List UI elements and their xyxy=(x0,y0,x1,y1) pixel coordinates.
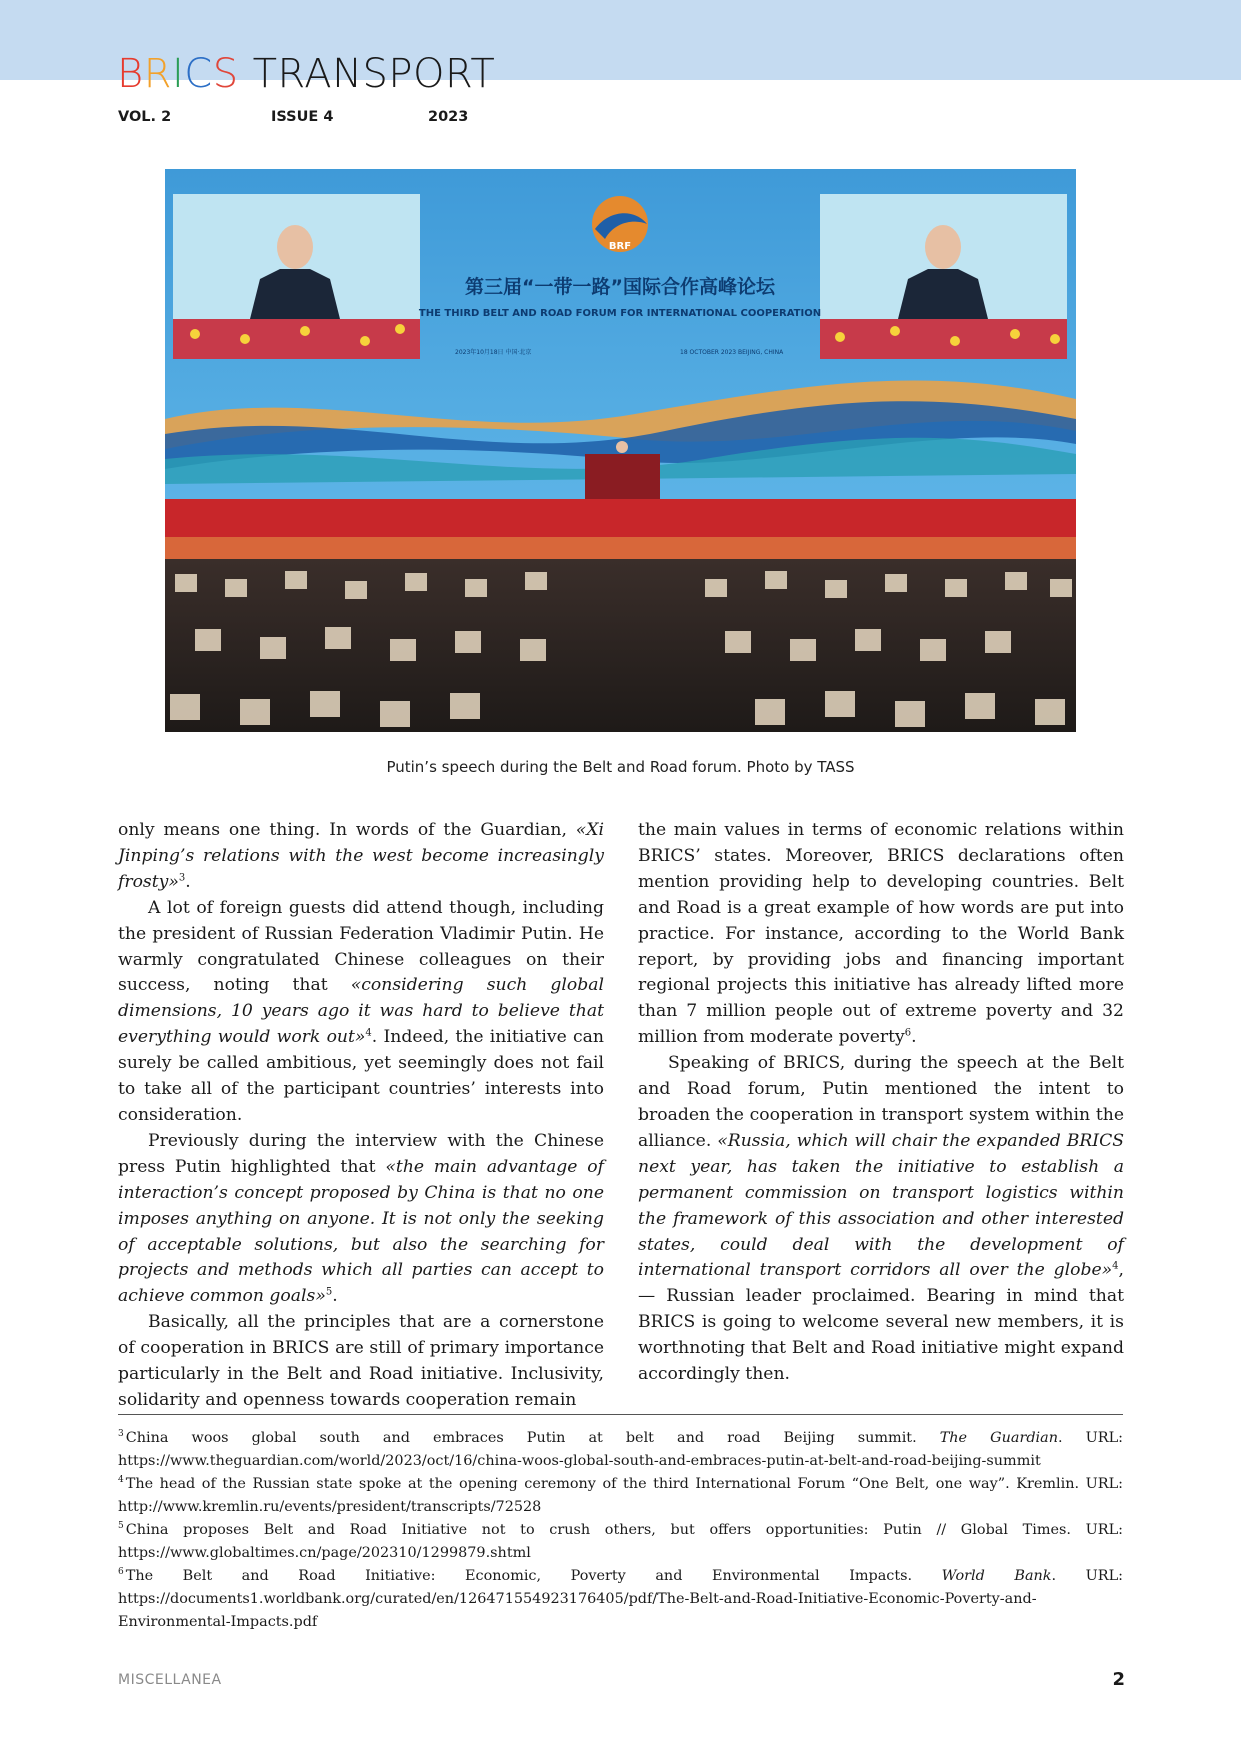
footnote: $^3$ China woos global south and embraces Putin at belt and road Beijing summit. The Guardian. URL: https://www.theguardian.com/world/2023/oct/16/china-woos-global-south-and-embraces-putin-at-belt-and-road-beijing-summit xyxy=(118,1429,1123,1469)
brand-letter-b: B xyxy=(117,51,144,97)
section-label: MISCELLANEA xyxy=(118,1672,222,1688)
footnote-number: 6 xyxy=(118,1567,124,1578)
screen-title-chinese: 第三届“一带一路”国际合作高峰论坛 xyxy=(465,276,775,298)
brand-word-transport: TRANSPORT xyxy=(252,51,496,97)
brics-transport-logo xyxy=(117,52,495,96)
footnote-ref: 5 xyxy=(325,1286,333,1298)
footnote-ref: 3 xyxy=(178,872,186,884)
left-column xyxy=(118,818,604,1414)
footnote-ref: 6 xyxy=(904,1027,912,1039)
footnote: $^6$ The Belt and Road Initiative: Economic, Poverty and Environmental Impacts. World Bank. URL: https://documents1.worldbank.org/curated/en/126471554923176405/pdf/The-Belt-and-Road-Initiative-Economic-Poverty-and-Environmental-Impacts.pdf xyxy=(118,1567,1123,1630)
paragraph: the main values in terms of economic relations within BRICS’ states. Moreover, BRICS declarations often mention providing help to developing countries. Belt and Road is a great example of how words are put into practice. For instance, according to the World Bank report, by providing jobs and financing important regional projects this initiative has already lifted more than 7 million people out of extreme poverty and 32 million from moderate poverty$^6$. xyxy=(638,820,1124,1048)
stage xyxy=(165,499,1076,537)
footnote-divider xyxy=(118,1414,1123,1415)
screen-date-chinese: 2023年10月18日 中国·北京 xyxy=(455,349,532,356)
footnotes xyxy=(118,1427,1123,1634)
volume-label: VOL. 2 xyxy=(118,109,172,125)
issue-label: ISSUE 4 xyxy=(271,109,334,125)
year-label: 2023 xyxy=(428,109,469,125)
paragraph: Speaking of BRICS, during the speech at the Belt and Road forum, Putin mentioned the intent to broaden the cooperation in transport system within the alliance. «Russia, which will chair the expanded BRICS next year, has taken the initiative to establish a permanent commission on transport logistics within the framework of this association and other interested states, could deal with the development of international transport corridors all over the globe»$^4$, — Russian leader proclaimed. Bearing in mind that BRICS is going to welcome several new members, it is worthnoting that Belt and Road initiative might expand accordingly then. xyxy=(638,1053,1125,1385)
screen-date-english: 18 OCTOBER 2023 BEIJING, CHINA xyxy=(680,349,784,356)
quote: «considering such global dimensions, 10 years ago it was hard to believe that everything would work out» xyxy=(118,975,604,1048)
footnote-number: 4 xyxy=(118,1475,124,1486)
brand-letter-s: S xyxy=(212,51,239,97)
footnote-ref: 4 xyxy=(1112,1260,1119,1272)
forum-photo xyxy=(165,169,1076,732)
paragraph: A lot of foreign guests did attend though, including the president of Russian Federation Vladimir Putin. He warmly congratulated Chinese colleagues on their success, noting that «considering such global dimensions, 10 years ago it was hard to believe that everything would work out»$^4$. Indeed, the initiative can surely be called ambitious, yet seemingly does not fail to take all of the participant countries’ interests into consideration. xyxy=(118,897,604,1125)
photo-caption: Putin’s speech during the Belt and Road forum. Photo by TASS xyxy=(386,758,855,776)
paragraph: only means one thing. In words of the Guardian, «Xi Jinping’s relations with the west become increasingly frosty»$^3$. xyxy=(118,820,604,892)
brand-letter-c: C xyxy=(184,51,213,97)
quote: «Russia, which will chair the expanded BRICS next year, has taken the initiative to establish a permanent commission on transport logistics within the framework of this association and other interested states, could deal with the development of international transport corridors all over the globe» xyxy=(638,1130,1125,1281)
podium xyxy=(585,454,660,504)
footnote-number: 3 xyxy=(118,1429,124,1440)
footnote: $^5$ China proposes Belt and Road Initiative not to crush others, but offers opportunities: Putin // Global Times. URL: https://www.globaltimes.cn/page/202310/1299879.shtml xyxy=(118,1521,1123,1561)
brf-logo-text: BRF xyxy=(608,241,632,252)
brand-letter-i: I xyxy=(172,51,185,97)
brand-letter-r: R xyxy=(143,51,172,97)
paragraph: Previously during the interview with the Chinese press Putin highlighted that «the main advantage of interaction’s concept proposed by China is that no one imposes anything on anyone. It is not only the seeking of acceptable solutions, but also the searching for projects and methods which all parties can accept to achieve common goals»$^5$. xyxy=(118,1130,604,1307)
footnote-ref: 4 xyxy=(365,1027,372,1039)
page-number: 2 xyxy=(1112,1669,1125,1690)
screen-title-english: THE THIRD BELT AND ROAD FORUM FOR INTERNATIONAL COOPERATION xyxy=(418,308,822,319)
paragraph: Basically, all the principles that are a cornerstone of cooperation in BRICS are still of primary importance particularly in the Belt and Road initiative. Inclusivity, solidarity and openness towards cooperation remain xyxy=(118,1312,604,1410)
footnote-number: 5 xyxy=(118,1521,124,1532)
footnote: $^4$ The head of the Russian state spoke at the opening ceremony of the third International Forum “One Belt, one way”. Kremlin. URL: http://www.kremlin.ru/events/president/transcripts/72528 xyxy=(118,1475,1123,1515)
right-column xyxy=(638,818,1124,1388)
quote: «Xi Jinping’s relations with the west become increasingly frosty» xyxy=(118,820,604,892)
quote: «the main advantage of interaction’s concept proposed by China is that no one imposes anything on anyone. It is not only the seeking of acceptable solutions, but also the searching for projects and methods which all parties can accept to achieve common goals» xyxy=(118,1156,604,1307)
